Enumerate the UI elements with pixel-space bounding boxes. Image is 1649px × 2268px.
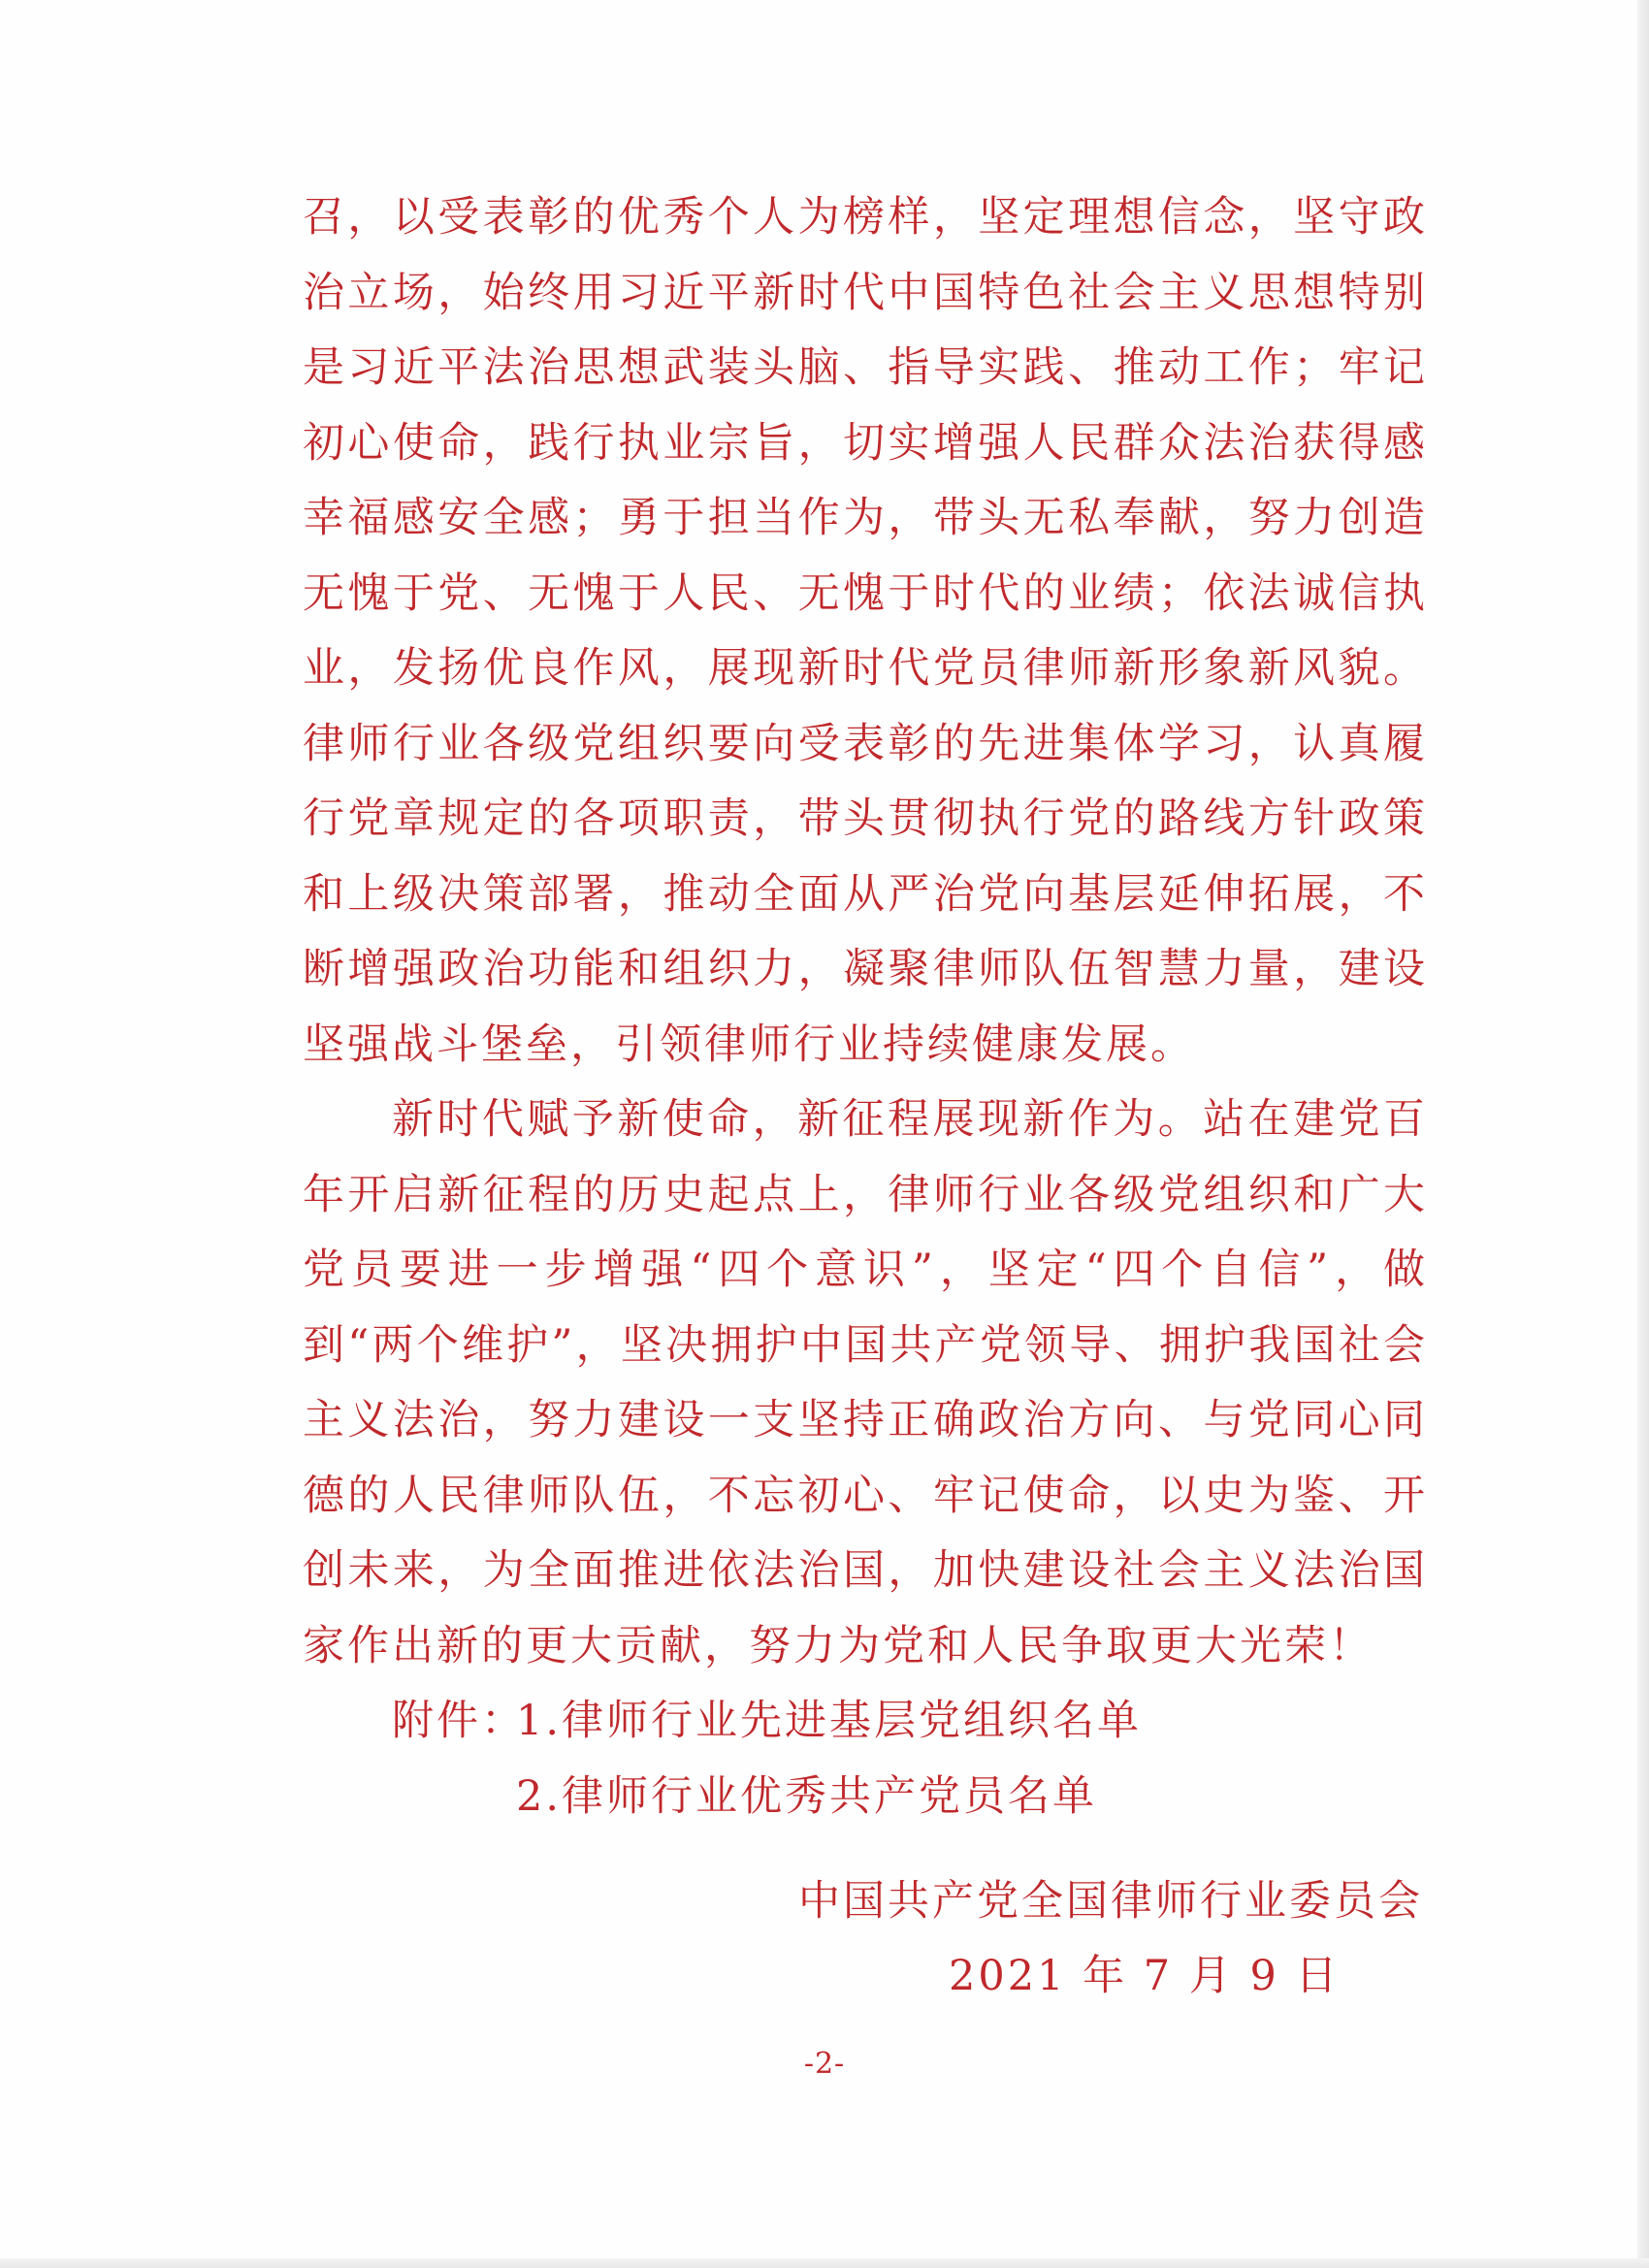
body-paragraph-continued: 召，以受表彰的优秀个人为榜样，坚定理想信念，坚守政治立场，始终用习近平新时代中国特色社会主义思想特别是习近平法治思想武装头脑、指导实践、推动工作；牢记初心使命，践行执业宗旨，切实增强人民群众法治获得感幸福感安全感；勇于担当作为，带头无私奉献，努力创造无愧于党、无愧于人民、无愧于时代的业绩；依法诚信执业，发扬优良作风，展现新时代党员律师新形象新风貌。律师行业各级党组织要向受表彰的先进集体学习，认真履行党章规定的各项职责，带头贯彻执行党的路线方针政策和上级决策部署，推动全面从严治党向基层延伸拓展，不断增强政治功能和组织力，凝聚律师队伍智慧力量，建设坚强战斗堡垒，引领律师行业持续健康发展。 [303,193,1428,1069]
attachments-label: 附件： [392,1697,526,1745]
attachments-block [303,1684,1428,1834]
scan-edge-shadow-bottom [0,2258,1649,2268]
body-paragraph-closing: 新时代赋予新使命，新征程展现新作为。站在建党百年开启新征程的历史起点上，律师行业各级党组织和广大党员要进一步增强“四个意识”，坚定“四个自信”，做到“两个维护”，坚决拥护中国共产党领导、拥护我国社会主义法治，努力建设一支坚持正确政治方向、与党同心同德的人民律师队伍，不忘初心、牢记使命，以史为鉴、开创未来，为全面推进依法治国，加快建设社会主义法治国家作出新的更大贡献，努力为党和人民争取更大光荣！ [303,1095,1428,1670]
attachment-item-2: 2.律师行业优秀共产党员名单 [516,1771,1098,1821]
attachment-line-1 [303,1684,1428,1760]
attachment-line-2 [303,1760,1428,1835]
document-body [303,180,1428,1834]
scan-edge-shadow [1637,0,1649,2268]
signature-date: 2021 年 7 月 9 日 [949,1952,1341,2000]
page-number: -2- [803,2047,846,2081]
signature-organization: 中国共产党全国律师行业委员会 [798,1877,1423,1926]
attachment-item-1: 1.律师行业先进基层党组织名单 [516,1697,1143,1745]
